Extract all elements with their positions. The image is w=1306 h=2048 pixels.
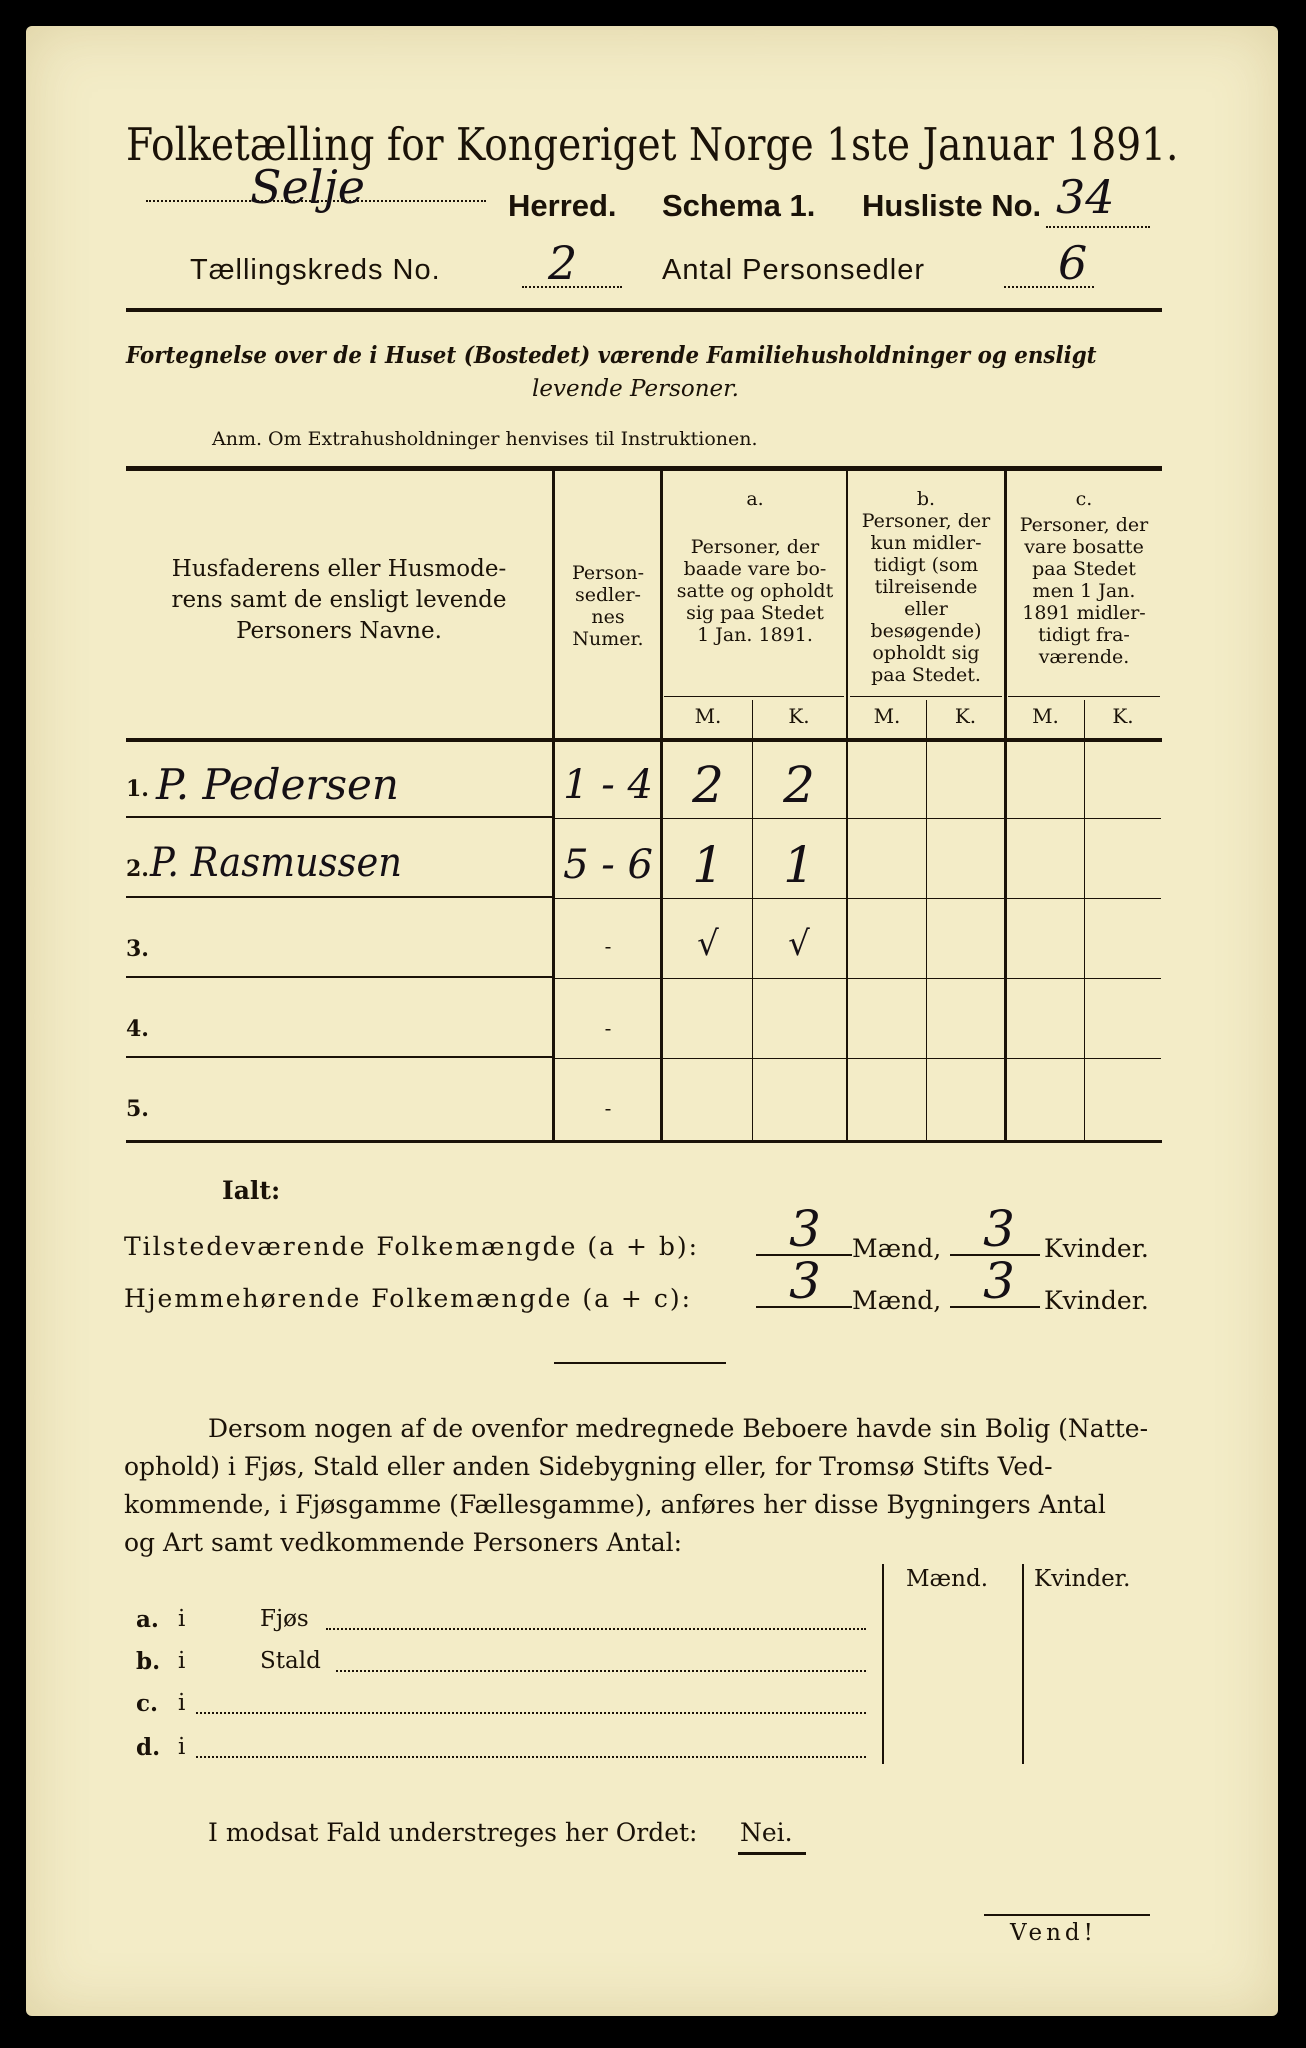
section-divider bbox=[554, 1362, 726, 1364]
row-a-k: 2 bbox=[783, 756, 815, 814]
c-k-label: K. bbox=[1112, 704, 1134, 728]
row-name: P. Rasmussen bbox=[150, 840, 402, 886]
row-line-2 bbox=[126, 896, 552, 898]
col-header-b: b. Personer, der kun midler- tidigt (som tilreisende eller besøgende) opholdt sig paa Stedet. bbox=[861, 488, 991, 686]
subhead-rule-c bbox=[1008, 696, 1160, 697]
col-header-a: a. Personer, der baade vare bo- satte og opholdt sig paa Stedet 1 Jan. 1891. bbox=[676, 488, 834, 646]
intro-line-2: levende Personer. bbox=[532, 376, 739, 402]
row-a-m: 2 bbox=[692, 756, 724, 814]
row-a-k: √ bbox=[788, 924, 810, 964]
tilstede-m-value: 3 bbox=[789, 1200, 821, 1258]
hjemme-k-value: 3 bbox=[983, 1252, 1015, 1310]
row-line-4b bbox=[555, 1058, 1161, 1059]
vend-rule bbox=[984, 1914, 1150, 1916]
hjemme-kvinder: Kvinder. bbox=[1044, 1286, 1149, 1315]
a-k-label: K. bbox=[788, 704, 810, 728]
husliste-label: Husliste No. bbox=[862, 188, 1042, 223]
c-m-label: M. bbox=[1032, 704, 1059, 728]
col-header-name: Husfaderens eller Husmode- rens samt de ensligt levende Personers Navne. bbox=[171, 556, 507, 644]
lower-item-letter: a. bbox=[136, 1606, 159, 1633]
dwelling-paragraph: Dersom nogen af de ovenfor medregnede Beboere havde sin Bolig (Natte- ophold) i Fjøs, Stald eller anden Sidebygning eller, for Tromsø Stifts Ved- kommende, i Fjøsgamme (Fællesgamme), anføres her disse Bygningers Antal og Art samt vedkommende Personers Antal: bbox=[124, 1414, 1149, 1557]
lower-col-divider-1 bbox=[882, 1564, 884, 1764]
personsedler-label: Antal Personsedler bbox=[662, 254, 926, 286]
row-name: P. Pedersen bbox=[156, 760, 399, 809]
lower-item-dots bbox=[326, 1628, 866, 1630]
form-title: Folketælling for Kongeriget Norge 1ste Januar 1891. bbox=[126, 118, 1179, 171]
lower-item-letter: c. bbox=[136, 1690, 159, 1717]
lower-item-label: Fjøs bbox=[260, 1606, 309, 1632]
vend-label: Vend! bbox=[1010, 1920, 1097, 1946]
col-divider-b-mk bbox=[926, 700, 927, 1140]
row-a-m: √ bbox=[697, 924, 719, 964]
table-bottom-rule bbox=[126, 1140, 1162, 1143]
nei-word: Nei. bbox=[740, 1818, 793, 1847]
row-number: 1. bbox=[126, 776, 149, 802]
lower-item-dots bbox=[196, 1712, 866, 1714]
modsat-text: I modsat Fald understreges her Ordet: bbox=[208, 1818, 698, 1847]
lower-item-letter: b. bbox=[136, 1648, 161, 1675]
herred-handwritten: Selje bbox=[250, 160, 365, 214]
herred-label: Herred. bbox=[508, 188, 617, 223]
col-header-c: c. Personer, der vare bosatte paa Stedet men 1 Jan. 1891 midler- tidigt fra- værende. bbox=[1019, 488, 1149, 668]
col-divider-name bbox=[552, 470, 555, 1140]
kreds-handwritten: 2 bbox=[548, 236, 578, 290]
col-header-num: Person- sedler- nes Numer. bbox=[571, 562, 645, 650]
lower-item-i: i bbox=[178, 1690, 186, 1716]
subhead-rule-a bbox=[664, 696, 844, 697]
anm-note: Anm. Om Extrahusholdninger henvises til Instruktionen. bbox=[212, 428, 758, 450]
hjemme-maend: Mænd, bbox=[852, 1286, 942, 1315]
ialt-label: Ialt: bbox=[222, 1176, 281, 1205]
row-line-4 bbox=[126, 1056, 552, 1058]
subhead-rule-b bbox=[850, 696, 1002, 697]
lower-item-letter: d. bbox=[136, 1734, 161, 1761]
kreds-label: Tællingskreds No. bbox=[190, 254, 441, 286]
hjemme-label: Hjemmehørende Folkemængde (a + c): bbox=[124, 1284, 692, 1313]
personsedler-handwritten: 6 bbox=[1058, 236, 1088, 290]
lower-item-i: i bbox=[178, 1734, 186, 1760]
row-personsedler-numer: - bbox=[604, 1016, 612, 1040]
row-number: 3. bbox=[126, 936, 149, 962]
a-m-label: M. bbox=[694, 704, 722, 728]
row-personsedler-numer: - bbox=[604, 934, 612, 958]
schema-label: Schema 1. bbox=[662, 188, 816, 223]
col-divider-c-mk bbox=[1084, 700, 1085, 1140]
hjemme-m-value: 3 bbox=[789, 1252, 821, 1310]
row-line-3 bbox=[126, 976, 552, 978]
row-number: 5. bbox=[126, 1096, 149, 1122]
lower-col-divider-2 bbox=[1022, 1564, 1024, 1764]
lower-item-i: i bbox=[178, 1606, 186, 1632]
lower-item-label: Stald bbox=[260, 1648, 321, 1674]
lower-kvinder-header: Kvinder. bbox=[1034, 1566, 1131, 1592]
intro-line-1: Fortegnelse over de i Huset (Bostedet) værende Familiehusholdninger og ensligt bbox=[126, 342, 1097, 369]
lower-maend-header: Mænd. bbox=[906, 1566, 989, 1592]
col-divider-num bbox=[660, 470, 663, 1140]
b-m-label: M. bbox=[873, 704, 901, 728]
b-k-label: K. bbox=[954, 704, 977, 728]
lower-item-dots bbox=[336, 1670, 866, 1672]
row-number: 4. bbox=[126, 1016, 149, 1042]
row-line-1b bbox=[555, 818, 1161, 819]
row-personsedler-numer: - bbox=[604, 1096, 612, 1120]
row-a-k: 1 bbox=[783, 836, 815, 894]
row-line-2b bbox=[555, 898, 1161, 899]
lower-item-dots bbox=[196, 1756, 866, 1758]
row-personsedler-numer: 1 - 4 bbox=[563, 762, 653, 808]
tilstede-kvinder: Kvinder. bbox=[1044, 1234, 1149, 1263]
row-number: 2. bbox=[126, 856, 149, 882]
header-rule bbox=[126, 308, 1162, 312]
tilstede-k-value: 3 bbox=[983, 1200, 1015, 1258]
husliste-handwritten: 34 bbox=[1056, 170, 1115, 224]
tilstede-label: Tilstedeværende Folkemængde (a + b): bbox=[124, 1232, 700, 1261]
row-personsedler-numer: 5 - 6 bbox=[563, 842, 653, 888]
lower-item-i: i bbox=[178, 1648, 186, 1674]
husliste-dotted-line bbox=[1046, 226, 1150, 228]
row-line-1 bbox=[126, 816, 552, 818]
row-a-m: 1 bbox=[692, 836, 724, 894]
nei-underline bbox=[738, 1852, 806, 1855]
tilstede-maend: Mænd, bbox=[852, 1234, 942, 1263]
row-line-3b bbox=[555, 978, 1161, 979]
